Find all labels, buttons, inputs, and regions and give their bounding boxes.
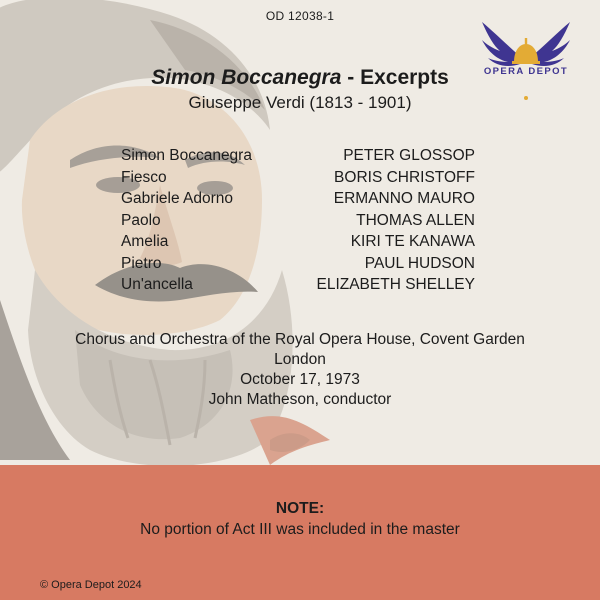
role-name: Pietro — [121, 254, 162, 272]
note-heading: NOTE: — [275, 500, 325, 517]
cast-row — [121, 253, 475, 275]
conductor-line: John Matheson, conductor — [208, 391, 392, 408]
logo-wordmark: OPERA DEPOT — [483, 66, 569, 77]
singer-name: KIRI TE KANAWA — [350, 233, 475, 250]
singer-name: ELIZABETH SHELLEY — [316, 276, 475, 293]
cast-row — [121, 145, 475, 167]
date-line: October 17, 1973 — [240, 371, 360, 388]
cast-row — [121, 231, 475, 253]
cast-row — [121, 188, 475, 210]
cast-row — [121, 167, 475, 189]
role-name: Un'ancella — [121, 276, 193, 293]
opera-name: Simon Boccanegra — [151, 66, 342, 89]
cast-row — [121, 274, 475, 296]
cast-list — [121, 145, 475, 296]
ensemble-line: Chorus and Orchestra of the Royal Opera House, Covent Garden — [75, 331, 525, 348]
note-text: No portion of Act III was included in the master — [140, 521, 460, 538]
role-name: Simon Boccanegra — [121, 147, 252, 164]
catalog-number: OD 12038-1 — [265, 9, 335, 23]
role-name: Fiesco — [121, 168, 167, 186]
title-suffix: Excerpts — [360, 66, 449, 89]
composer-line: Giuseppe Verdi (1813 - 1901) — [188, 93, 412, 112]
singer-name: PETER GLOSSOP — [343, 147, 475, 164]
singer-name: THOMAS ALLEN — [356, 211, 475, 229]
copyright-notice: © Opera Depot 2024 — [40, 579, 142, 591]
role-name: Paolo — [121, 211, 161, 229]
singer-name: BORIS CHRISTOFF — [334, 168, 475, 186]
singer-name: ERMANNO MAURO — [333, 190, 475, 207]
album-title — [0, 66, 600, 90]
performance-credits — [0, 330, 600, 410]
opera-depot-logo-icon — [478, 18, 574, 104]
title-separator: - — [341, 66, 361, 89]
role-name: Gabriele Adorno — [121, 190, 234, 207]
city-line: London — [274, 351, 326, 368]
role-name: Amelia — [121, 233, 169, 250]
singer-name: PAUL HUDSON — [364, 254, 475, 272]
cast-row — [121, 210, 475, 232]
